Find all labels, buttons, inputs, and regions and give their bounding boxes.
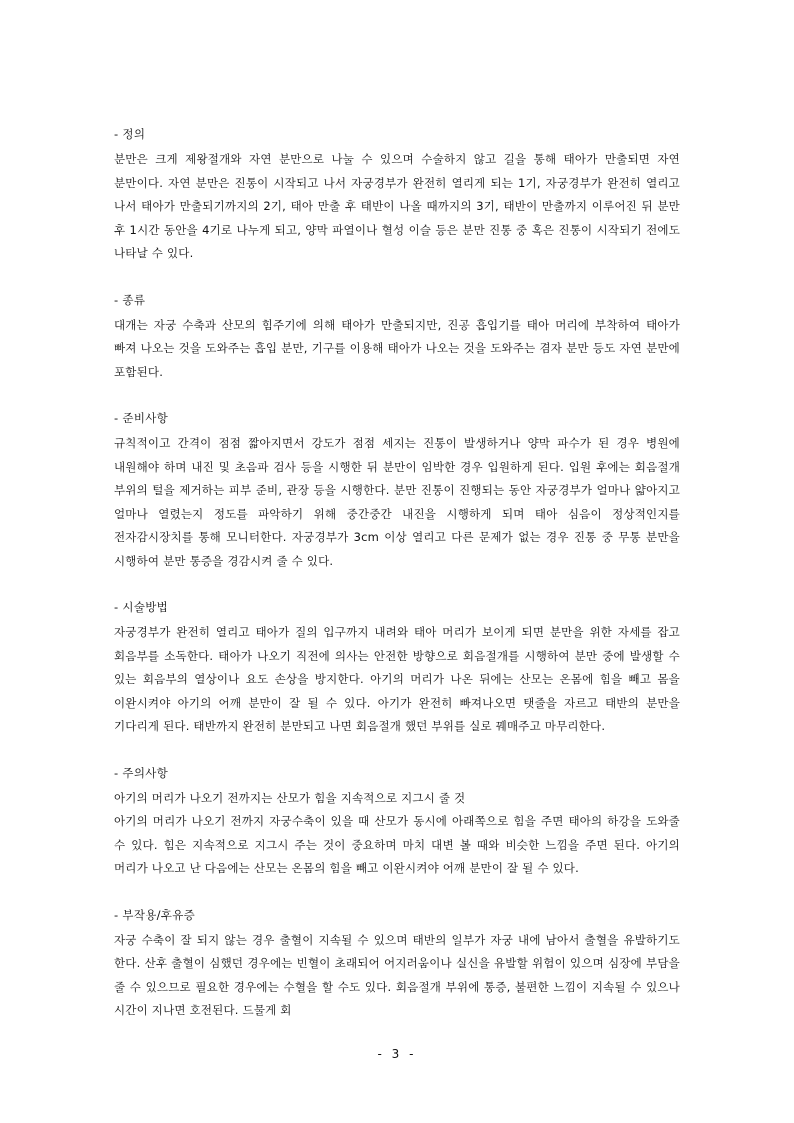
section-preparation <box>114 404 680 573</box>
section-types <box>114 286 680 385</box>
section-procedure <box>114 593 680 739</box>
section-paragraph: 대개는 자궁 수축과 산모의 힘주기에 의해 태아가 만출되지만, 진공 흡입기를 태아 머리에 부착하여 태아가 빠져 나오는 것을 도와주는 흡입 분만, 기구를 이용해 태아가 나오는 것을 도와주는 겸자 분만 등도 자연 분만에 포함된다. <box>114 317 680 379</box>
section-paragraph: 분만은 크게 제왕절개와 자연 분만으로 나눌 수 있으며 수술하지 않고 길을 통해 태아가 만출되면 자연 분만이다. 자연 분만은 진통이 시작되고 나서 자궁경부가 완전히 열리게 되는 1기, 자궁경부가 완전히 열리고 나서 태아가 만출되기까지의 2기, 태아 만출 후 태반이 나올 때까지의 3기, 태반이 만출까지 이루어진 뒤 분만 후 1시간 동안을 4기로 나누게 되고, 양막 파열이나 혈성 이슬 등은 분만 진통 중 혹은 진통이 시작되기 전에도 나타날 수 있다. <box>114 152 680 260</box>
section-paragraph: 자궁 수축이 잘 되지 않는 경우 출혈이 지속될 수 있으며 태반의 일부가 자궁 내에 남아서 출혈을 유발하기도 한다. 산후 출혈이 심했던 경우에는 빈혈이 초래되어 어지러움이나 실신을 유발할 위험이 있으며 심장에 부담을 줄 수 있으므로 필요한 경우에는 수혈을 할 수도 있다. 회음절개 부위에 통증, 불편한 느낌이 지속될 수 있으나 시간이 지나면 호전된다. 드물게 회 <box>114 932 680 1017</box>
section-heading: - 부작용/후유증 <box>114 907 196 922</box>
section-heading: - 주의사항 <box>114 765 169 780</box>
section-side-effects <box>114 901 680 1023</box>
page-number: - 3 - <box>377 1047 417 1061</box>
section-subheading: 아기의 머리가 나오기 전까지는 산모가 힘을 지속적으로 지그시 줄 것 <box>114 790 466 805</box>
section-heading: - 준비사항 <box>114 411 169 425</box>
section-paragraph: 아기의 머리가 나오기 전까지 자궁수축이 있을 때 산모가 동시에 아래쪽으로 힘을 주면 태아의 하강을 도와줄 수 있다. 힘은 지속적으로 지그시 주는 것이 중요하며 마치 대변 볼 때와 비슷한 느낌을 주면 된다. 아기의 머리가 나오고 난 다음에는 산모는 온몸의 힘을 빼고 이완시켜야 어깨 분만이 잘 될 수 있다. <box>114 814 680 875</box>
section-heading: - 종류 <box>114 292 146 307</box>
section-definition <box>114 120 680 266</box>
section-precautions <box>114 759 680 881</box>
section-paragraph: 규칙적이고 간격이 점점 짧아지면서 강도가 점점 세지는 진통이 발생하거나 양막 파수가 된 경우 병원에 내원해야 하며 내진 및 초음파 검사 등을 시행한 뒤 분만이 임박한 경우 입원하게 된다. 입원 후에는 회음절개 부위의 털을 제거하는 피부 준비, 관장 등을 시행한다. 분만 진통이 진행되는 동안 자궁경부가 얼마나 얇아지고 얼마나 열렸는지 정도를 파악하기 위해 중간중간 내진을 시행하게 되며 태아 심음이 정상적인지를 전자감시장치를 통해 모니터한다. 자궁경부가 3cm 이상 열리고 다른 문제가 없는 경우 진통 중 무통 분만을 시행하여 분만 통증을 경감시켜 줄 수 있다. <box>114 436 680 568</box>
section-heading: - 정의 <box>114 127 146 141</box>
section-paragraph: 자궁경부가 완전히 열리고 태아가 질의 입구까지 내려와 태아 머리가 보이게 되면 분만을 위한 자세를 잡고 회음부를 소독한다. 태아가 나오기 직전에 의사는 안전한 방향으로 회음절개를 시행하여 분만 중에 발생할 수 있는 회음부의 열상이나 요도 손상을 방지한다. 아기의 머리가 나온 뒤에는 산모는 온몸에 힘을 빼고 몸을 이완시켜야 아기의 어깨 분만이 잘 될 수 있다. 아기가 완전히 빠져나오면 탯줄을 자르고 태반의 분만을 기다리게 된다. 태반까지 완전히 분만되고 나면 회음절개 했던 부위를 실로 꿰매주고 마무리한다. <box>114 625 680 733</box>
document-body <box>114 120 680 1043</box>
section-heading: - 시술방법 <box>114 600 169 614</box>
